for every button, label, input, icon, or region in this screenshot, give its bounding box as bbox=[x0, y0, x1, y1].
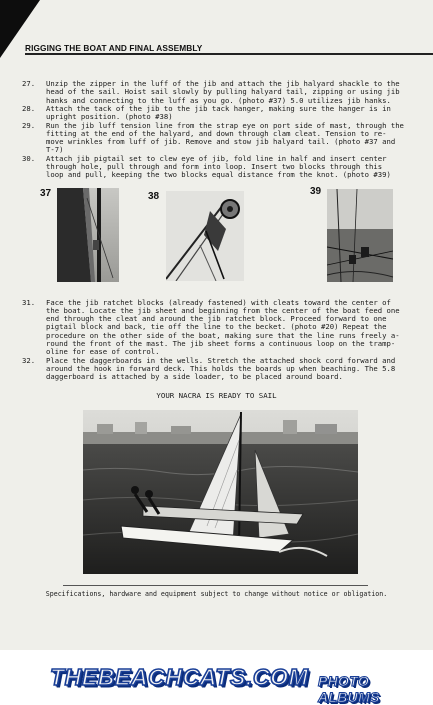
step-line: loop and pull, keeping the two blocks equal distance from the knot. (photo #39) bbox=[46, 170, 391, 180]
photo-number: 37 bbox=[40, 188, 52, 199]
ready-caption: YOUR NACRA IS READY TO SAIL bbox=[156, 391, 277, 400]
step-line: Unzip the zipper in the luff of the jib and attach the jib halyard shackle to the bbox=[46, 79, 400, 88]
step-number: 32. bbox=[22, 355, 36, 365]
header-divider bbox=[25, 53, 433, 55]
step-line: T-7) bbox=[46, 145, 64, 155]
step-line: Place the daggerboards in the wells. Stretch the attached shock cord forward and bbox=[46, 355, 396, 365]
watermark-site: THEBEACHCATS.COM bbox=[50, 664, 309, 690]
step-line: oline for ease of control. bbox=[46, 347, 160, 357]
step-number: 28. bbox=[22, 104, 36, 113]
step-line: pigtail block and back, tie off the line to the becket. (photo #20) Repeat the bbox=[46, 322, 387, 332]
step-line: round the front of the mast. The jib sheet forms a continuous loop on the tramp- bbox=[46, 338, 396, 348]
step-line: head of the sail. Hoist sail slowly by pulling halyard tail, zipping or using jib bbox=[46, 87, 400, 97]
step-line: procedure on the other side of the boat, making sure that the line runs freely a- bbox=[46, 330, 400, 340]
footer-divider bbox=[63, 585, 368, 586]
step-number: 30. bbox=[22, 153, 36, 163]
step-line: around the hook in forward deck. This holds the boards up when beaching. The 5.8 bbox=[46, 363, 396, 373]
step-line: Face the jib ratchet blocks (already fastened) with cleats toward the center of bbox=[46, 297, 391, 307]
step-line: through hole, pull through and form into loop. Insert two blocks through this bbox=[46, 162, 383, 172]
section-title: RIGGING THE BOAT AND FINAL ASSEMBLY bbox=[25, 43, 203, 53]
photo-37-jib-luff bbox=[57, 188, 119, 282]
photo-number: 39 bbox=[310, 186, 322, 197]
step-line: daggerboard is attached by a side loader, to be placed around board. bbox=[46, 372, 343, 382]
step-line: end through the cleat and around the jib ratchet block. Proceed forward to one bbox=[46, 314, 387, 324]
step-line: upright position. (photo #38) bbox=[46, 112, 173, 122]
step-number: 27. bbox=[22, 79, 36, 88]
step-line: Attach jib pigtail set to clew eye of jib, fold line in half and insert center bbox=[46, 153, 387, 163]
photo-sailing-catamaran bbox=[83, 410, 358, 574]
step-line: hanks and connecting to the luff as you go. (photo #37) 5.0 utilizes jib hanks. bbox=[46, 95, 391, 105]
step-line: Attach the tack of the jib to the jib tack hanger, making sure the hanger is in bbox=[46, 104, 391, 113]
footer-disclaimer: Specifications, hardware and equipment subject to change without notice or obligation. bbox=[45, 590, 388, 598]
photo-number: 38 bbox=[148, 191, 160, 202]
step-line: move wrinkles from luff of jib. Remove and stow jib halyard tail. (photo #37 and bbox=[46, 137, 396, 147]
step-number: 29. bbox=[22, 120, 36, 130]
step-line: the boat. Locate the jib sheet and beginning from the center of the boat feed one bbox=[46, 305, 400, 315]
step-number: 31. bbox=[22, 297, 36, 307]
photo-38-tack-hanger bbox=[166, 191, 244, 281]
step-line: fitting at the end of the halyard, and down through clam cleat. Tension to re- bbox=[46, 128, 387, 138]
watermark-albums: PHOTO ALBUMS bbox=[318, 673, 380, 705]
step-line: Run the jib luff tension line from the strap eye on port side of mast, through the bbox=[46, 120, 404, 130]
photo-39-pigtail-blocks bbox=[327, 189, 393, 282]
